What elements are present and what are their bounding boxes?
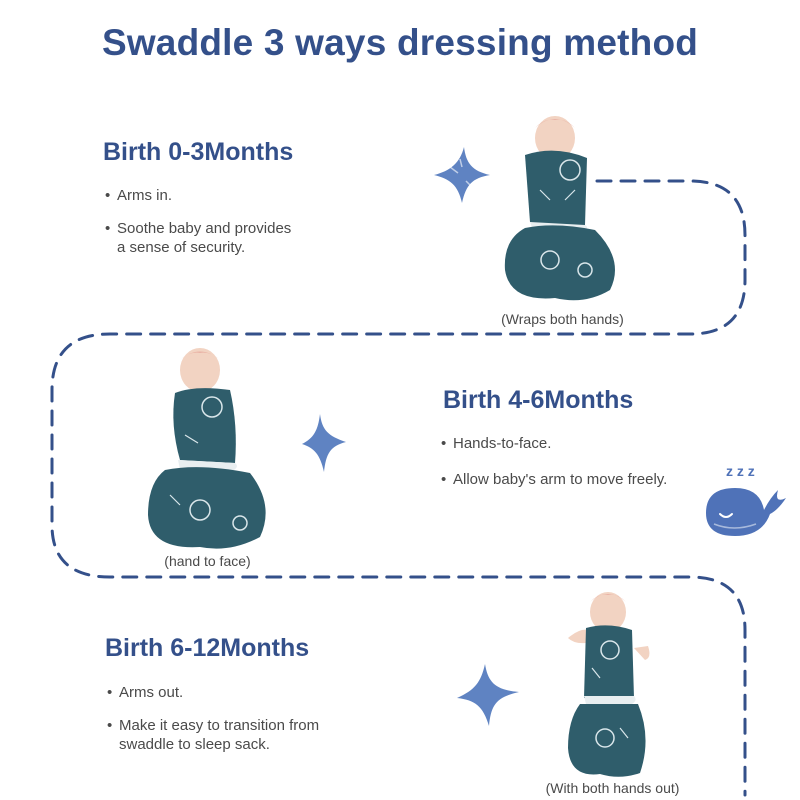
stage1-caption: (Wraps both hands): [501, 311, 624, 327]
baby-swaddle-image: [495, 110, 630, 305]
baby-swaddle-image: [140, 345, 275, 555]
page-title: Swaddle 3 ways dressing method: [101, 22, 699, 63]
stage2-heading: Birth 4-6Months: [443, 386, 634, 414]
baby-swaddle-image: [560, 588, 660, 783]
star-icon: [432, 145, 492, 205]
stage2-bullet-1: • Hands-to-face.: [441, 435, 552, 452]
star-icon: [455, 662, 521, 728]
stage1-bullet-1: • Arms in.: [105, 187, 173, 204]
whale-icon: [700, 458, 792, 540]
whale-zzz: z z z: [726, 463, 755, 479]
stage1-bullet-2: • Soothe baby and provides a sense of security.: [105, 220, 292, 256]
stage3-caption: (With both hands out): [545, 780, 680, 796]
stage3-bullet-1: • Arms out.: [107, 684, 184, 701]
stage3-bullet-2: • Make it easy to transition from swaddle to sleep sack.: [107, 717, 320, 753]
stage3-heading: Birth 6-12Months: [105, 634, 310, 662]
stage2-caption: (hand to face): [164, 553, 251, 569]
stage1-heading: Birth 0-3Months: [103, 138, 294, 166]
stage2-bullet-2: • Allow baby's arm to move freely.: [441, 471, 668, 488]
star-icon: [300, 412, 348, 474]
